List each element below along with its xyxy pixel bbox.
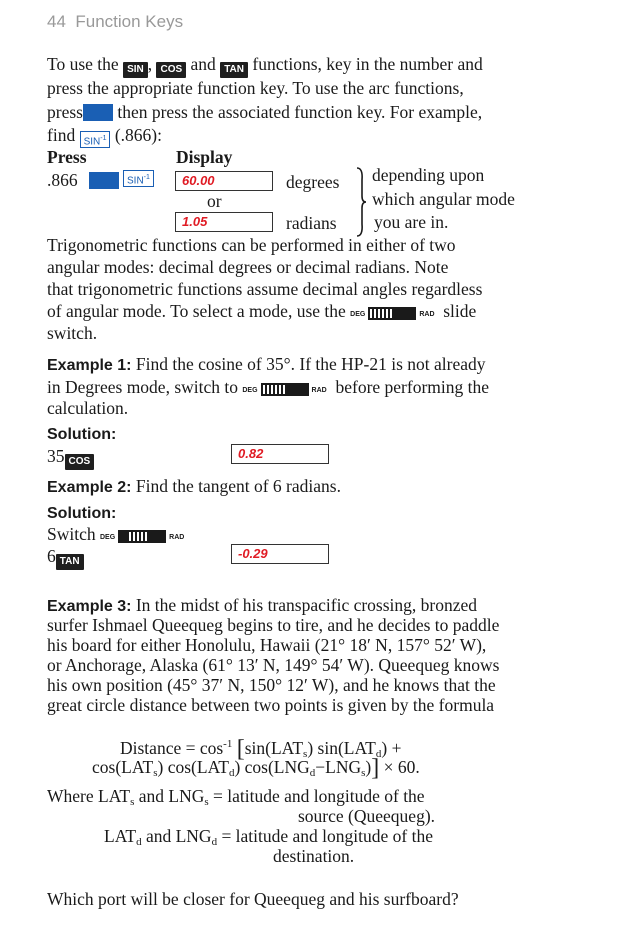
solution-2-switch-line — [47, 524, 184, 548]
tan-key: TAN — [220, 62, 248, 78]
example-3-line-6: great circle distance between two points is given by the formula — [47, 695, 495, 715]
trig-line-2: angular modes: decimal degrees or decimal radians. Note — [47, 257, 449, 277]
solution-2-value: 6 — [47, 546, 56, 566]
page-header — [47, 12, 183, 32]
arcsin-key — [123, 170, 154, 187]
example-3-line-2: surfer Ishmael Queequeg begins to tire, and he decides to paddle — [47, 615, 500, 635]
switch-deg-label: DEG — [242, 387, 258, 394]
where-sub: d — [211, 836, 218, 848]
intro-text: functions, key in the number and — [252, 54, 483, 74]
solution-1-display: 0.82 — [231, 444, 329, 464]
example-1-label: Example 1: — [47, 357, 132, 374]
formula-text: ) — [234, 757, 241, 777]
intro-line-1 — [47, 54, 587, 78]
where-line-4: destination. — [273, 846, 355, 866]
intro-text: (.866): — [114, 125, 163, 145]
intro-text: find — [47, 125, 76, 145]
trig-line-5: switch. — [47, 323, 98, 343]
intro-line-4 — [47, 125, 162, 148]
formula-text: sin(LAT — [244, 738, 304, 758]
switch-deg-label: DEG — [100, 534, 116, 541]
brace — [354, 166, 368, 238]
switch-rad-label: RAD — [169, 534, 185, 541]
formula-sub: d — [228, 767, 235, 779]
switch-rad-label: RAD — [419, 311, 435, 318]
switch-rad-label: RAD — [311, 387, 327, 394]
example-2-label: Example 2: — [47, 479, 132, 496]
formula-sup: -1 — [223, 738, 233, 750]
formula-text: sin(LAT — [317, 738, 376, 758]
sin-key: SIN — [123, 62, 148, 78]
mode-switch — [350, 304, 434, 325]
example-3-line-1 — [47, 595, 477, 617]
arcsin-key-sup: -1 — [100, 134, 107, 142]
intro-line-2: press the appropriate function key. To use the arc functions, — [47, 78, 464, 98]
switch-track — [368, 307, 416, 320]
formula-text: cos(LNG — [244, 757, 310, 777]
formula-text: ) — [157, 757, 164, 777]
where-sub: s — [130, 796, 135, 808]
display-header: Display — [176, 147, 233, 167]
formula-line-2 — [92, 757, 420, 784]
trig-text: slide — [443, 301, 477, 321]
formula-text: + — [387, 738, 402, 758]
where-text: = latitude and longitude of the — [213, 786, 425, 806]
solution-1-label: Solution: — [47, 426, 117, 443]
switch-grip — [263, 385, 287, 394]
solution-2-entry — [47, 546, 84, 570]
display-radians: 1.05 — [175, 212, 273, 232]
example-2-line — [47, 476, 341, 498]
where-text: Where LAT — [47, 786, 131, 806]
tan-key: TAN — [56, 554, 84, 570]
example-1-text: in Degrees mode, switch to — [47, 377, 238, 397]
trig-line-4 — [47, 301, 476, 325]
cos-key: COS — [156, 62, 186, 78]
where-line-3 — [104, 826, 433, 853]
mode-note-2: which angular mode — [372, 189, 515, 209]
formula-bracket: [ — [236, 736, 245, 762]
arcsin-key-label: SIN — [83, 136, 101, 147]
deg-switch — [242, 380, 326, 401]
formula-sub: s — [153, 767, 158, 779]
example-1-text: Find the cosine of 35°. If the HP-21 is not already — [135, 354, 486, 374]
intro-text: , — [147, 54, 153, 74]
intro-line-3 — [47, 102, 482, 123]
trig-text: of angular mode. To select a mode, use the — [47, 301, 346, 321]
solution-1-value: 35 — [47, 446, 65, 466]
formula-sub: d — [309, 767, 316, 779]
closing-question: Which port will be closer for Queequeg and his surfboard? — [47, 889, 459, 909]
trig-line-1: Trigonometric functions can be performed in either of two — [47, 235, 456, 255]
solution-2-text: Switch — [47, 524, 96, 544]
solution-2-label: Solution: — [47, 505, 117, 522]
formula-sub: d — [375, 748, 382, 760]
or-label: or — [207, 191, 222, 211]
where-text: and LNG — [145, 826, 212, 846]
example-3-line-5: his own position (45° 37′ N, 150° 12′ W), and he knows that the — [47, 675, 496, 695]
display-degrees: 60.00 — [175, 171, 273, 191]
unit-degrees: degrees — [286, 172, 340, 192]
intro-text: then press the associated function key. For example, — [117, 102, 483, 122]
formula-text: −LNG — [315, 757, 362, 777]
blue-prefix-key — [83, 104, 113, 121]
intro-text: press — [47, 102, 83, 122]
formula-text: ) — [307, 738, 314, 758]
solution-2-display: -0.29 — [231, 544, 329, 564]
example-3-line-4: or Anchorage, Alaska (61° 13′ N, 149° 54′ W). Queequeg knows — [47, 655, 500, 675]
mode-note-1: depending upon — [372, 165, 485, 185]
example-3-line-3: his board for either Honolulu, Hawaii (21° 18′ N, 157° 52′ W), — [47, 635, 487, 655]
arcsin-key — [80, 131, 111, 148]
formula-sub: s — [303, 748, 308, 760]
blue-prefix-key — [89, 172, 119, 189]
switch-deg-label: DEG — [350, 311, 366, 318]
mode-note-3: you are in. — [374, 212, 449, 232]
page-title: Function Keys — [75, 12, 184, 31]
where-sub: s — [204, 796, 209, 808]
formula-bracket: ] — [371, 755, 380, 781]
where-line-2: source (Queequeg). — [298, 806, 436, 826]
press-value: .866 — [47, 170, 78, 190]
arcsin-key-label: SIN — [127, 175, 144, 187]
solution-1-entry — [47, 446, 94, 470]
intro-text: To use the — [47, 54, 119, 74]
formula-sub: s — [361, 767, 366, 779]
formula-text: ) — [365, 757, 372, 777]
page-number: 44 — [47, 12, 66, 31]
intro-text: and — [190, 54, 216, 74]
unit-radians: radians — [286, 213, 337, 233]
example-3-label: Example 3: — [47, 598, 132, 615]
switch-track — [118, 530, 166, 543]
press-header: Press — [47, 147, 87, 167]
example-1-line-1 — [47, 354, 486, 376]
formula-text: Distance = cos — [120, 738, 224, 758]
example-3-text: In the midst of his transpacific crossing, bronzed — [135, 595, 478, 615]
example-1-text: before performing the — [335, 377, 490, 397]
switch-track — [261, 383, 309, 396]
formula-text: × 60. — [383, 757, 420, 777]
formula-text: ) — [381, 738, 388, 758]
where-sub: d — [136, 836, 142, 848]
formula-text: cos(LAT — [167, 757, 229, 777]
where-text: = latitude and longitude of the — [221, 826, 433, 846]
example-1-line-3: calculation. — [47, 398, 129, 418]
cos-key: COS — [65, 454, 95, 470]
trig-line-3: that trigonometric functions assume decimal angles regardless — [47, 279, 483, 299]
rad-switch — [100, 527, 184, 548]
switch-grip — [370, 309, 394, 318]
formula-text: cos(LAT — [92, 757, 154, 777]
switch-grip — [129, 532, 149, 541]
example-2-text: Find the tangent of 6 radians. — [135, 476, 341, 496]
arcsin-key-sup: -1 — [143, 174, 150, 181]
where-text: LAT — [104, 826, 137, 846]
where-text: and LNG — [138, 786, 205, 806]
